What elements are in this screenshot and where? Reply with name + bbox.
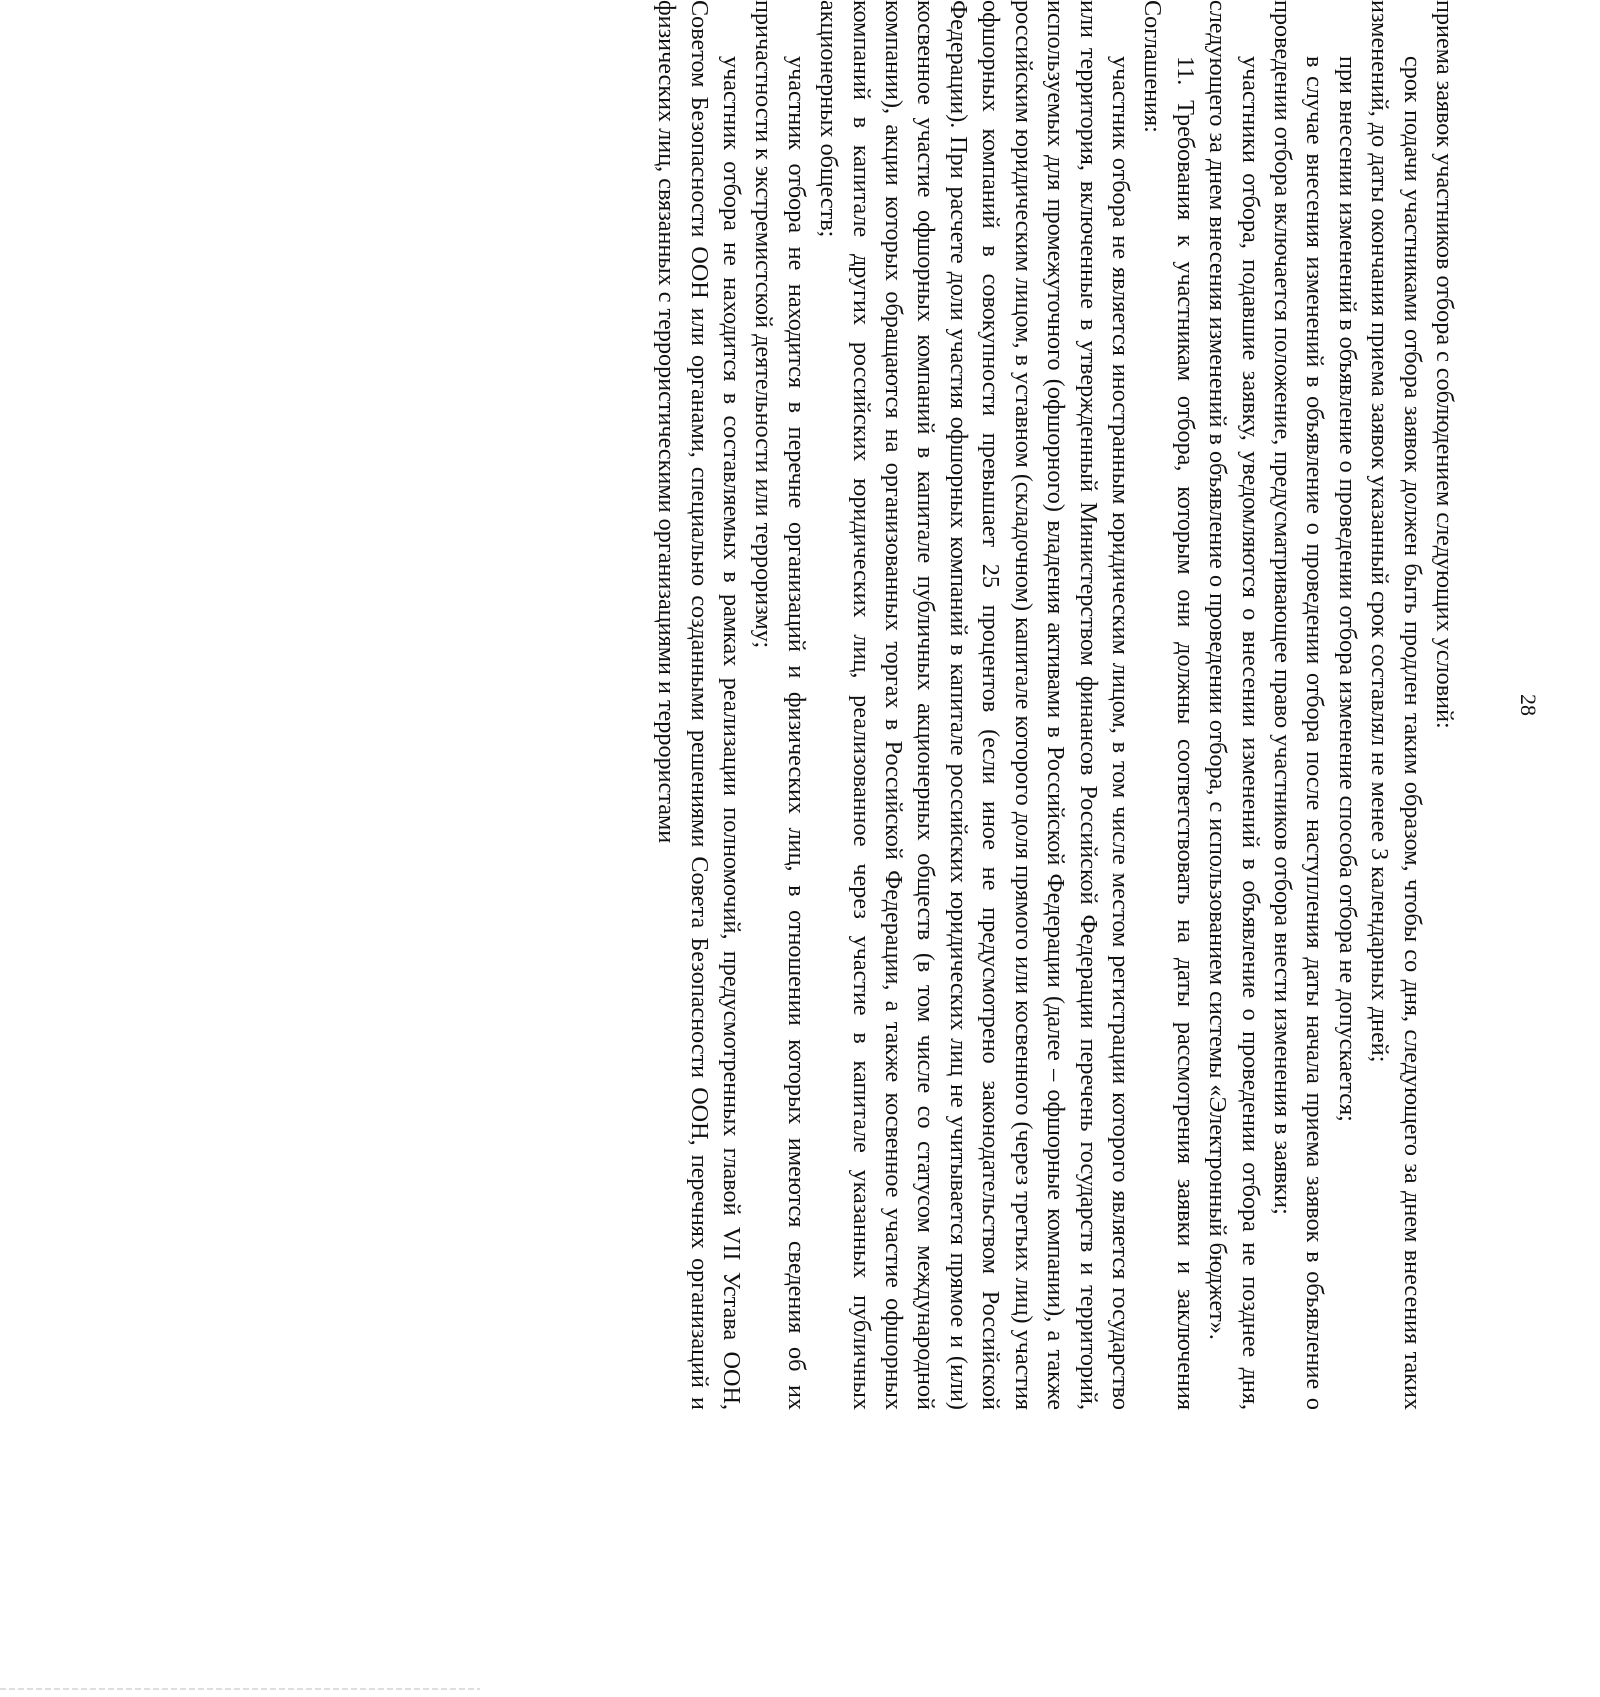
rotated-page-content [540, 0, 1600, 1410]
scan-edge-artifact [0, 1688, 480, 1690]
paragraph-extremism-requirement: участник отбора не находится в перечне организаций и физических лиц, в отношении которых имеются сведения об их причастности к экстремистской деятельности или терроризму; [750, 0, 810, 1410]
paragraph-notification: участники отбора, подавшие заявку, уведомляются о внесении изменений в объявление о проведении отбора не позднее дня, следующего за днем внесения изменений в объявление о проведении отбора, с использованием системы «Электронный бюджет». [1204, 0, 1264, 1410]
paragraph-requirements-heading: 11. Требования к участникам отбора, которым они должны соответствовать на даты рассмотрения заявки и заключения Соглашения: [1139, 0, 1199, 1410]
document-body [650, 0, 1460, 1410]
paragraph-method-change: при внесении изменений в объявление о проведении отбора изменение способа отбора не допускается; [1333, 56, 1361, 1122]
paragraph-offshore-requirement: участник отбора не является иностранным юридическим лицом, в том числе местом регистрации которого является государство или территория, включенные в утвержденный Министерством финансов Российской Федерации перечень государств и территорий, используемых для промежуточного (офшорного) владения активами в Российской Федерации (далее – офшорные компании), а также российским юридическим лицом, в уставном (складочном) капитале которого доля прямого или косвенного (через третьих лиц) участия офшорных компаний в совокупности превышает 25 процентов (если иное не предусмотрено законодательством Российской Федерации). При расчете доли участия офшорных компаний в капитале российских юридических лиц не учитывается прямое и (или) косвенное участие офшорных компаний в капитале публичных акционерных обществ (в том числе со статусом международной компании), акции которых обращаются на организованных торгах в Российской Федерации, а также косвенное участие офшорных компаний в капитале других российских юридических лиц, реализованное через участие в капитале указанных публичных акционерных обществ; [815, 0, 1134, 1410]
page-number: 28 [1516, 694, 1541, 716]
paragraph-application-changes: в случае внесения изменений в объявление о проведении отбора после наступления даты начала приема заявок в объявление о проведении отбора включается положение, предусматривающее право участников отбора внести изменения в заявки; [1268, 0, 1329, 1410]
paragraph-un-sanctions-requirement: участник отбора не находится в составляемых в рамках реализации полномочий, предусмотренных главой VII Устава ООН, Советом Безопасности ООН или органами, специально созданными решениями Совета Безопасности ООН, перечнях организаций и физических лиц, связанных с террористическими организациями и террористами [653, 0, 746, 1410]
paragraph-continuation: приема заявок участников отбора с соблюдением следующих условий: [1431, 0, 1458, 729]
paragraph-deadline-extension: срок подачи участниками отбора заявок должен быть продлен таким образом, чтобы со дня, следующего за днем внесения таких изменений, до даты окончания приема заявок указанный срок составлял не менее 3 календарных дней; [1366, 0, 1426, 1410]
